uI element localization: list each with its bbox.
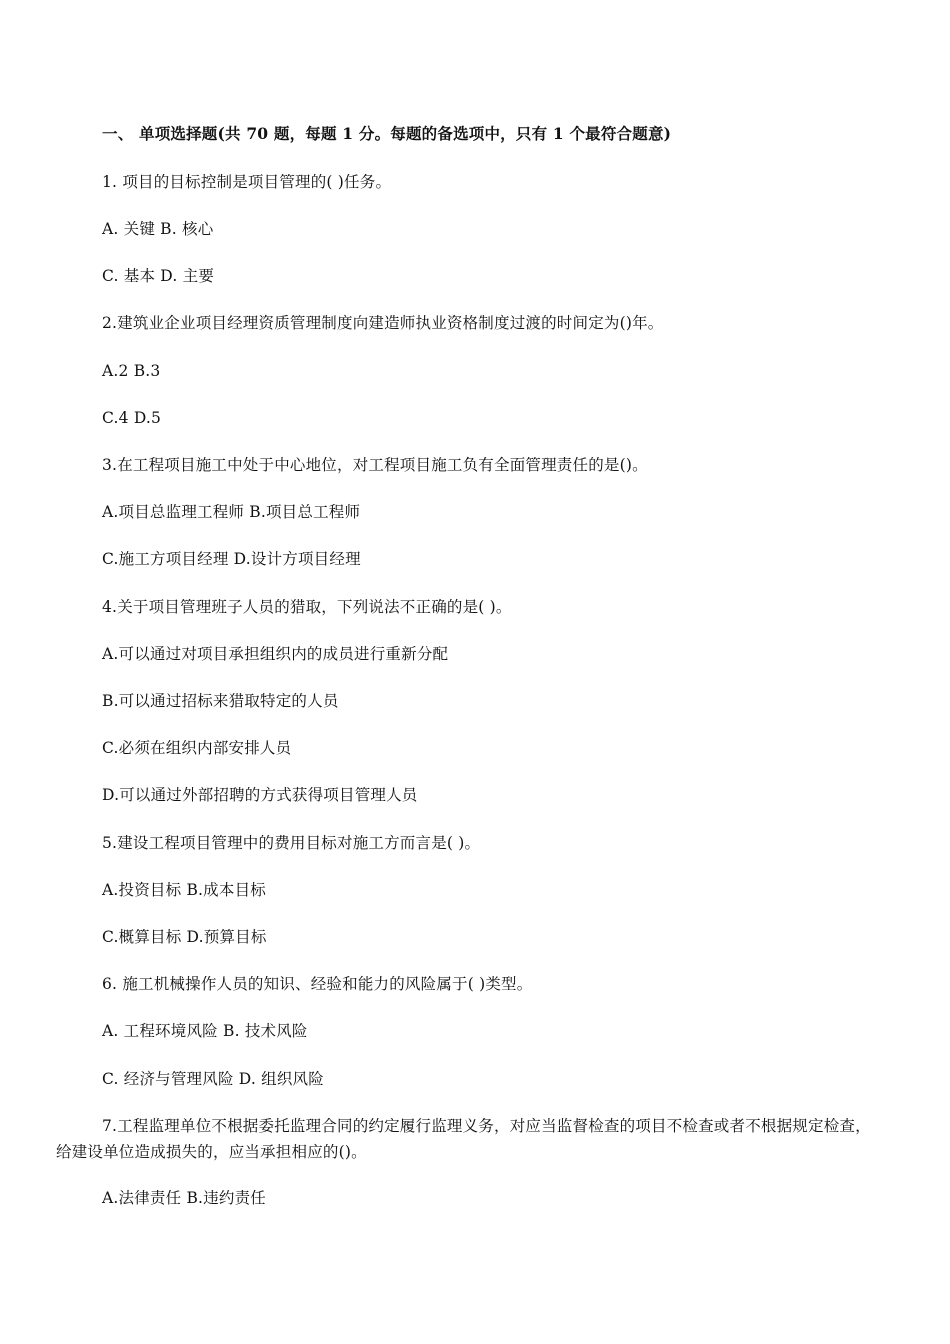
question-5-options-cd: C.概算目标 D.预算目标 <box>102 928 267 946</box>
question-1-options-cd: C. 基本 D. 主要 <box>102 267 215 285</box>
question-4-option-a: A.可以通过对项目承担组织内的成员进行重新分配 <box>102 645 449 663</box>
question-3-options-cd: C.施工方项目经理 D.设计方项目经理 <box>102 550 361 568</box>
question-4-stem: 4.关于项目管理班子人员的猎取，下列说法不正确的是( )。 <box>102 598 512 616</box>
question-3-stem: 3.在工程项目施工中处于中心地位，对工程项目施工负有全面管理责任的是()。 <box>102 456 648 474</box>
question-2-options-ab: A.2 B.3 <box>102 362 161 380</box>
question-1-options-ab: A. 关键 B. 核心 <box>102 220 214 238</box>
question-1-stem: 1. 项目的目标控制是项目管理的( )任务。 <box>102 173 392 191</box>
question-4-option-b: B.可以通过招标来猎取特定的人员 <box>102 692 339 710</box>
question-4-option-c: C.必须在组织内部安排人员 <box>102 739 292 757</box>
question-7-options-ab: A.法律责任 B.违约责任 <box>102 1189 266 1207</box>
question-6-options-cd: C. 经济与管理风险 D. 组织风险 <box>102 1070 324 1088</box>
question-2-options-cd: C.4 D.5 <box>102 409 162 427</box>
question-6-stem: 6. 施工机械操作人员的知识、经验和能力的风险属于( )类型。 <box>102 975 533 993</box>
section-heading: 一、 单项选择题(共 70 题，每题 1 分。每题的备选项中，只有 1 个最符合题意) <box>102 124 672 143</box>
question-2-stem: 2.建筑业企业项目经理资质管理制度向建造师执业资格制度过渡的时间定为()年。 <box>102 314 664 332</box>
question-6-options-ab: A. 工程环境风险 B. 技术风险 <box>102 1022 308 1040</box>
question-3-options-ab: A.项目总监理工程师 B.项目总工程师 <box>102 503 361 521</box>
question-4-option-d: D.可以通过外部招聘的方式获得项目管理人员 <box>102 786 418 804</box>
question-7-stem: 7.工程监理单位不根据委托监理合同的约定履行监理义务，对应当监督检查的项目不检查或者不根据规定检查，给建设单位造成损失的，应当承担相应的()。 <box>56 1117 871 1161</box>
question-5-stem: 5.建设工程项目管理中的费用目标对施工方而言是( )。 <box>102 834 481 852</box>
question-5-options-ab: A.投资目标 B.成本目标 <box>102 881 266 899</box>
